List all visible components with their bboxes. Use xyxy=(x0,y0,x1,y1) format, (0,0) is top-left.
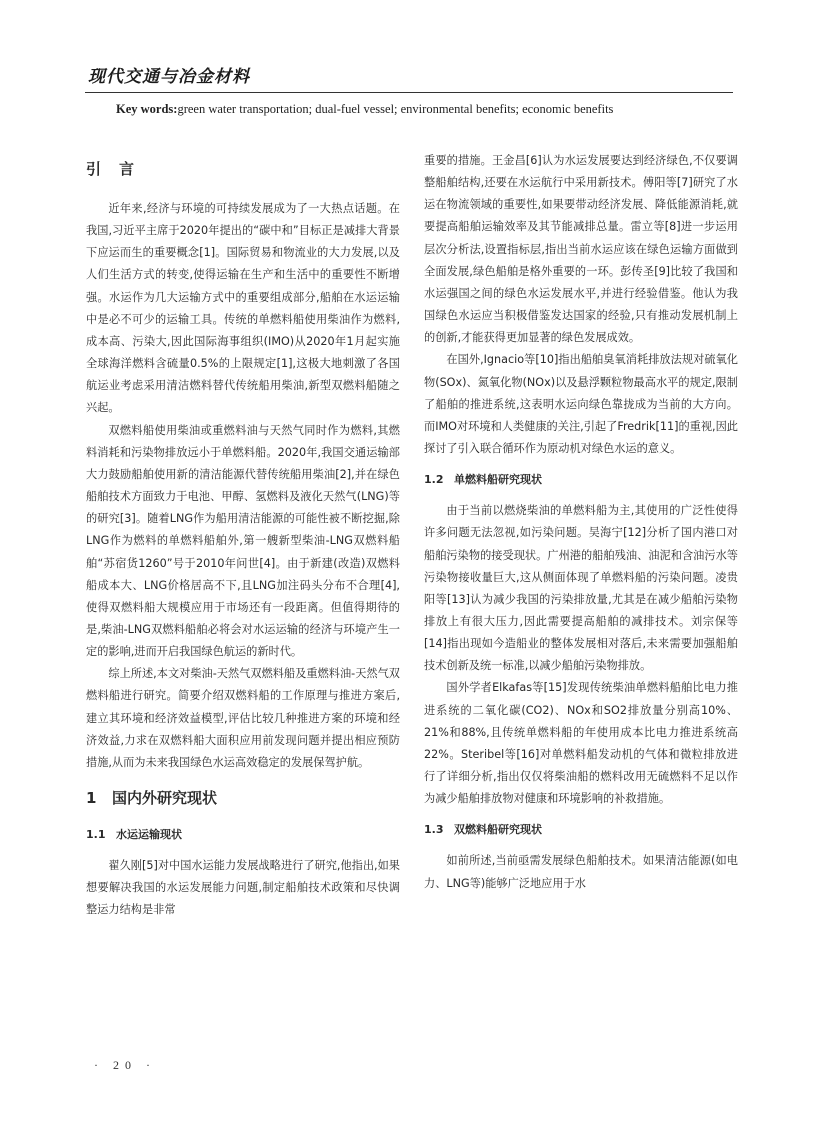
section-1-3-heading xyxy=(424,819,738,841)
section-1-1-number: 1.1 xyxy=(86,828,106,842)
section-1-3-number: 1.3 xyxy=(424,823,444,837)
keywords-label: Key words: xyxy=(116,102,178,116)
section-1-1-paragraph-1-continued: 重要的措施。王金昌[6]认为水运发展要达到经济绿色,不仅要调整船舶结构,还要在水运航行中采用新技术。傅阳等[7]研究了水运在物流领域的重要性,如果要带动经济发展、降低能源消耗,就要提高船舶运输效率及其节能减排总量。雷立等[8]进一步运用层次分析法,设置指标层,指出当前水运应该在绿色运输方面做到全面发展,绿色船舶是格外重要的一环。彭传圣[9]比较了我国和水运强国之间的绿色水运发展水平,并进行经验借鉴。他认为我国绿色水运应当积极借鉴发达国家的经验,只有推动发展机制上的创新,才能获得更加显著的绿色发展成效。 xyxy=(424,154,738,345)
intro-paragraph-1: 近年来,经济与环境的可持续发展成为了一大热点话题。在我国,习近平主席于2020年提出的“碳中和”目标正是减排大背景下应运而生的重要概念[1]。国际贸易和物流业的大力发展,以及人们生活方式的转变,使得运输在生产和生活中的重要性不断增强。水运作为几大运输方式中的重要组成部分,船舶在水运运输中是必不可少的运输工具。传统的单燃料船使用柴油作为燃料,成本高、污染大,因此国际海事组织(IMO)从2020年1月起实施全球海洋燃料含硫量0.5%的上限规定[1],这极大地刺激了各国航运业考虑采用清洁燃料替代传统船用柴油,新型双燃料船随之兴起。 xyxy=(86,202,400,415)
intro-heading: 引言 xyxy=(86,160,153,178)
section-1-1-title: 水运运输现状 xyxy=(116,828,182,842)
section-1-2-number: 1.2 xyxy=(424,473,444,487)
intro-paragraph-2: 双燃料船使用柴油或重燃料油与天然气同时作为燃料,其燃料消耗和污染物排放远小于单燃料船。2020年,我国交通运输部大力鼓励船舶使用新的清洁能源代替传统船用柴油[2],并在绿色船舶技术方面致力于电池、甲醇、氢燃料及液化天然气(LNG)等的研究[3]。随着LNG作为船用清洁能源的可能性被不断挖掘,除LNG作为燃料的单燃料船舶外,第一艘新型柴油-LNG双燃料船舶“苏宿货1260”号于2010年问世[4]。由于新建(改造)双燃料船成本大、LNG价格居高不下,且LNG加注码头分布不合理[4],使得双燃料船大规模应用于市场还有一段距离。但值得期待的是,柴油-LNG双燃料船舶必将会对水运运输的经济与环境产生一定的影响,进而开启我国绿色航运的新时代。 xyxy=(86,423,400,659)
intro-paragraph-3: 综上所述,本文对柴油-天然气双燃料船及重燃料油-天然气双燃料船进行研究。简要介绍双燃料船的工作原理与推进方案后,建立其环境和经济效益模型,评估比较几种推进方案的环境和经济效益,力求在双燃料船大面积应用前发现问题并提出相应预防措施,从而为未来我国绿色水运高效稳定的发展保驾护航。 xyxy=(86,667,400,769)
right-column xyxy=(424,150,738,895)
keywords-text: green water transportation; dual-fuel vessel; environmental benefits; economic benefits xyxy=(177,102,614,116)
section-1-1-paragraph-1: 翟久刚[5]对中国水运能力发展战略进行了研究,他指出,如果想要解决我国的水运发展能力问题,制定船舶技术政策和尽快调整运力结构是非常 xyxy=(86,859,400,917)
section-1-3-paragraph-1: 如前所述,当前亟需发展绿色船舶技术。如果清洁能源(如电力、LNG等)能够广泛地应用于水 xyxy=(424,854,738,890)
section-1-1-paragraph-2: 在国外,Ignacio等[10]指出船舶臭氧消耗排放法规对硫氧化物(SOx)、氮氧化物(NOx)以及悬浮颗粒物最高水平的规定,限制了船舶的推进系统,这表明水运向绿色靠拢成为当前的大方向。而IMO对环境和人类健康的关注,引起了Fredrik[11]的重视,因此探讨了引入联合循环作为原动机对绿色水运的意义。 xyxy=(424,353,738,456)
keywords-line xyxy=(116,102,736,117)
section-1-3-title: 双燃料船研究现状 xyxy=(454,823,542,837)
section-1-heading xyxy=(86,783,400,813)
journal-logo: 现代交通与冶金材料 xyxy=(88,67,250,87)
section-1-2-title: 单燃料船研究现状 xyxy=(454,473,542,487)
header-rule xyxy=(85,92,733,93)
section-1-number: 1 xyxy=(86,789,97,808)
section-1-2-heading xyxy=(424,469,738,491)
section-1-2-paragraph-2: 国外学者Elkafas等[15]发现传统柴油单燃料船舶比电力推进系统的二氧化碳(CO2)、NOx和SO2排放量分别高10%、21%和88%,且传统单燃料船的年使用成本比电力推进系统高22%。Steribel等[16]对单燃料船发动机的气体和微粒排放进行了详细分析,指出仅仅将柴油船的燃料改用无硫燃料不足以作为减少船舶排放物对健康和环境影响的补救措施。 xyxy=(424,681,738,806)
left-column xyxy=(86,150,400,922)
page-number: · 20 · xyxy=(94,1058,156,1072)
section-1-1-heading xyxy=(86,824,400,846)
section-1-2-paragraph-1: 由于当前以燃烧柴油的单燃料船为主,其使用的广泛性使得许多问题无法忽视,如污染问题。吴海宁[12]分析了国内港口对船舶污染物的接受现状。广州港的船舶残油、油泥和含油污水等污染物接收量巨大,这从侧面体现了单燃料船的污染问题。凌贵阳等[13]认为减少我国的污染排放量,尤其是在减少船舶污染物排放上有很大压力,因此需要提高船舶的减排技术。刘宗保等[14]指出现如今造船业的整体发展相对落后,未来需要加强船舶技术创新及统一标准,以减少船舶污染物排放。 xyxy=(424,504,738,673)
section-1-title: 国内外研究现状 xyxy=(112,789,218,808)
